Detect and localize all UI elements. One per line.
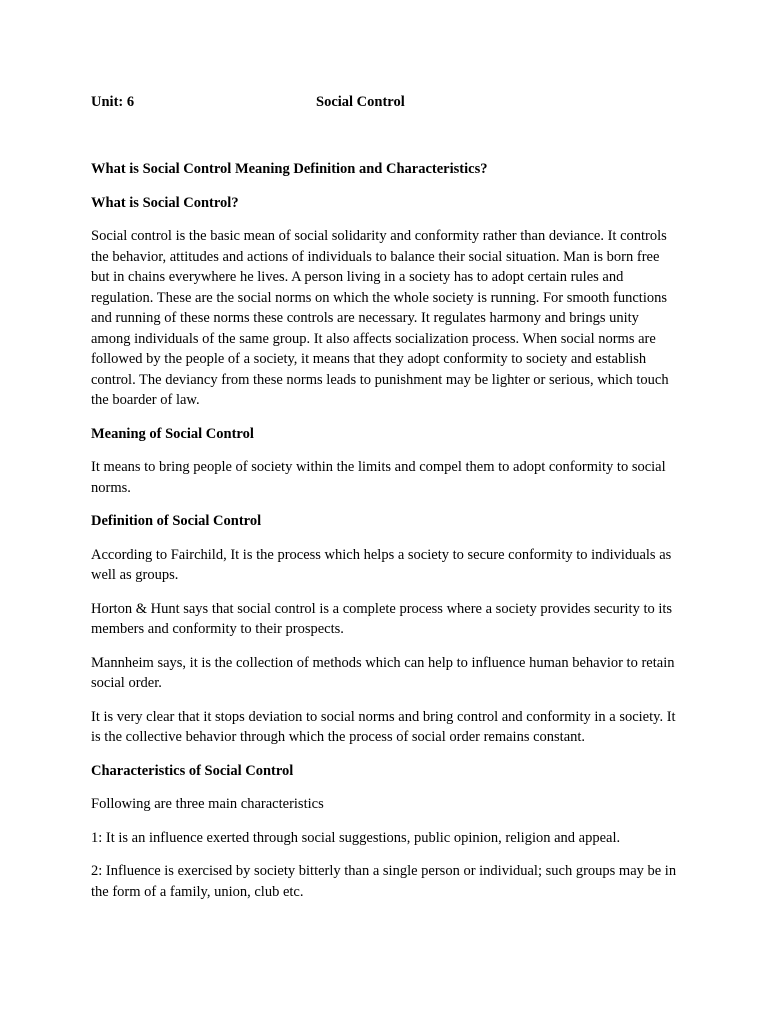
- document-body: [91, 159, 681, 915]
- unit-label: Unit: 6: [91, 94, 135, 110]
- characteristics-heading: Characteristics of Social Control: [91, 762, 294, 779]
- definition-paragraph-fairchild: According to Fairchild, It is the process which helps a society to secure conformity to individuals as well as groups.: [91, 546, 672, 583]
- characteristics-intro: Following are three main characteristics: [91, 796, 324, 812]
- definition-paragraph-mannheim: Mannheim says, it is the collection of methods which can help to influence human behavior to retain social order.: [91, 654, 675, 691]
- meaning-paragraph: It means to bring people of society within the limits and compel them to adopt conformity to social norms.: [91, 459, 666, 496]
- unit-title: Social Control: [316, 94, 405, 110]
- definition-heading: Definition of Social Control: [91, 513, 262, 529]
- definition-paragraph-horton-hunt: Horton & Hunt says that social control is a complete process where a society provides security to its members and conformity to their prospects.: [91, 600, 673, 637]
- what-paragraph: Social control is the basic mean of social solidarity and conformity rather than deviance. It controls the behavior, attitudes and actions of individuals to balance their social situation. Man is born free but in chains everywhere he lives. A person living in a society has to adopt certain rules and regulation. These are the social norms on which the whole society is running. For smooth functions and running of these norms these controls are necessary. It regulates harmony and brings unity among individuals of the same group. It also affects socialization process. When social norms are followed by the people of a society, it means that they adopt conformity to society and establish control. The deviancy from these norms leads to punishment may be lighter or serious, which touch the boarder of law.: [91, 228, 669, 408]
- what-heading: What is Social Control?: [91, 194, 239, 211]
- characteristic-item-2: 2: Influence is exercised by society bitterly than a single person or individual; such groups may be in the form of a family, union, club etc.: [91, 863, 677, 900]
- page-header: [91, 94, 651, 114]
- main-heading: What is Social Control Meaning Definition and Characteristics?: [91, 161, 488, 177]
- meaning-heading: Meaning of Social Control: [91, 425, 254, 442]
- characteristic-item-1: 1: It is an influence exerted through social suggestions, public opinion, religion and appeal.: [91, 829, 621, 846]
- definition-paragraph-summary: It is very clear that it stops deviation to social norms and bring control and conformity in a society. It is the collective behavior through which the process of social order remains constant.: [91, 708, 676, 745]
